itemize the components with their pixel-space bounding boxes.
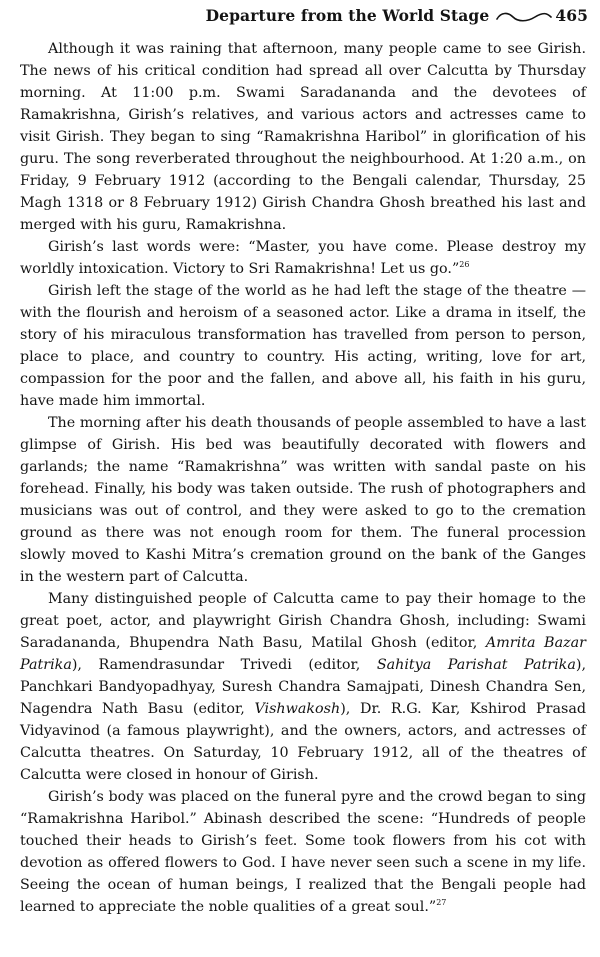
swash-icon <box>495 11 553 23</box>
paragraph-funeral-procession: The morning after his death thousands of people assembled to have a last glimpse of Girish. His bed was beautifully decorated with flowers and garlands; the name “Ramakrishna” was written with sandal paste on his forehead. Finally, his body was taken outside. The rush of photographers and musicians was out of control, and they were asked to go to the cremation ground as there was not enough room for them. The funeral procession slowly moved to Kashi Mitra’s cremation ground on the bank of the Ganges in the western part of Calcutta. <box>20 415 586 585</box>
footnote-ref: 26 <box>459 260 470 269</box>
paragraph-legacy: Girish left the stage of the world as he had left the stage of the theatre — with the flourish and heroism of a seasoned actor. Like a drama in itself, the story of his miraculous transformation has travelled from person to person, place to place, and country to country. His acting, writing, love for art, compassion for the poor and the fallen, and above all, his faith in his guru, have made him immortal. <box>20 283 586 409</box>
paragraph-mourners: Many distinguished people of Calcutta came to pay their homage to the great poet, actor, and playwright Girish Chandra Ghosh, including: Swami Saradananda, Bhupendra Nath Basu, Matilal Ghosh (editor, Amrita Bazar Patrika), Ramendrasundar Trivedi (editor, Sahitya Parishat Patrika), Panchkari Bandyopadhyay, Suresh Chandra Samajpati, Dinesh Chandra Sen, Nagendra Nath Basu (editor, Vishwakosh), Dr. R.G. Kar, Kshirod Prasad Vidyavinod (a famous playwright), and the owners, actors, and actresses of Calcutta theatres. On Saturday, 10 February 1912, all of the theatres of Calcutta were closed in honour of Girish. <box>20 591 586 783</box>
page-number: 465 <box>555 6 588 25</box>
paragraph-vigil: Although it was raining that afternoon, many people came to see Girish. The news of his critical condition had spread all over Calcutta by Thursday morning. At 11:00 p.m. Swami Saradananda and the devotees of Ramakrishna, Girish’s relatives, and various actors and actresses came to visit Girish. They began to sing “Ramakrishna Haribol” in glorification of his guru. The song reverberated throughout the neighbourhood. At 1:20 a.m., on Friday, 9 February 1912 (according to the Bengali calendar, Thursday, 25 Magh 1318 or 8 February 1912) Girish Chandra Ghosh breathed his last and merged with his guru, Ramakrishna. <box>20 41 586 233</box>
paragraph-last-words: Girish’s last words were: “Master, you have come. Please destroy my worldly intoxication. Victory to Sri Ramakrishna! Let us go.”$^{26}$ <box>20 239 586 277</box>
publication-title: Vishwakosh <box>254 701 341 717</box>
paragraph-cremation: Girish’s body was placed on the funeral pyre and the crowd began to sing “Ramakrishna Haribol.” Abinash described the scene: “Hundreds of people touched their heads to Girish’s feet. Some took flowers from his cot with devotion as offered flowers to God. I have never seen such a scene in my life. Seeing the ocean of human beings, I realized that the Bengali people had learned to appreciate the noble qualities of a great soul.”$^{27}$ <box>20 789 586 915</box>
running-header <box>0 6 588 25</box>
page-body <box>20 38 586 918</box>
running-title: Departure from the World Stage <box>205 6 490 25</box>
publication-title: Sahitya Parishat Patrika <box>376 657 576 673</box>
publication-title: Amrita Bazar Patrika <box>20 635 586 673</box>
footnote-ref: 27 <box>436 898 447 907</box>
